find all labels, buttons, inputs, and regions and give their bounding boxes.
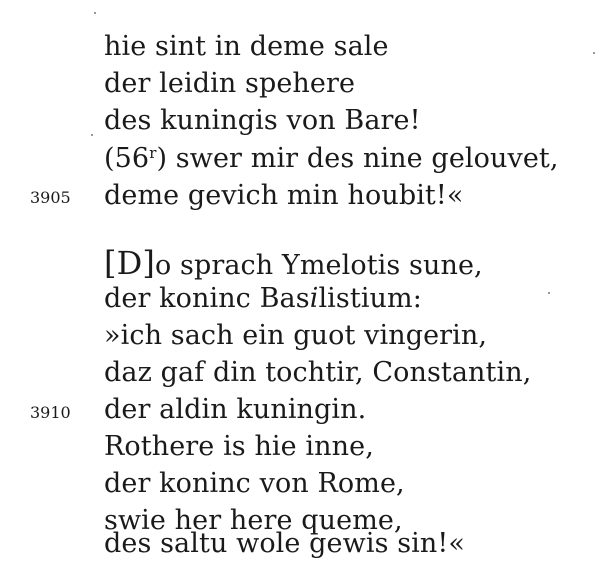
italic-letter: i <box>309 283 319 314</box>
bracket-open: [ <box>104 244 117 282</box>
folio-recto-mark: r <box>149 144 157 162</box>
ink-speck <box>91 134 93 136</box>
verse-line: swie her here queme, <box>104 505 403 536</box>
line-number: 3910 <box>30 403 71 422</box>
verse-line <box>104 244 483 282</box>
ink-speck <box>548 292 550 294</box>
verse-line: daz gaf din tochtir, Constantin, <box>104 357 532 388</box>
verse-line <box>104 145 559 172</box>
ink-speck <box>593 52 595 54</box>
verse-line: Rothere is hie inne, <box>104 431 374 462</box>
verse-line: hie sint in deme sale <box>104 31 389 62</box>
verse-line: des saltu wole gewis sin!« <box>104 528 465 559</box>
verse-line: der koninc von Rome, <box>104 468 405 499</box>
verse-line: der aldin kuningin. <box>104 394 367 425</box>
verse-line: der leidin spehere <box>104 68 356 99</box>
line-number: 3905 <box>30 188 71 207</box>
initial-letter: D <box>116 244 143 282</box>
verse-line: »ich sach ein guot vingerin, <box>104 320 488 351</box>
verse-text: ) swer mir des nine gelouvet, <box>156 143 559 174</box>
verse-line: deme gevich min houbit!« <box>104 180 464 211</box>
verse-line: des kuningis von Bare! <box>104 105 421 136</box>
verse-line <box>104 285 422 312</box>
verse-text: der koninc Bas <box>104 283 310 314</box>
ink-speck <box>94 12 96 14</box>
verse-text: o sprach Ymelotis sune, <box>154 250 483 281</box>
bracket-close: ] <box>142 244 155 282</box>
folio-reference: (56 <box>104 143 150 174</box>
verse-text: listium: <box>318 283 422 314</box>
